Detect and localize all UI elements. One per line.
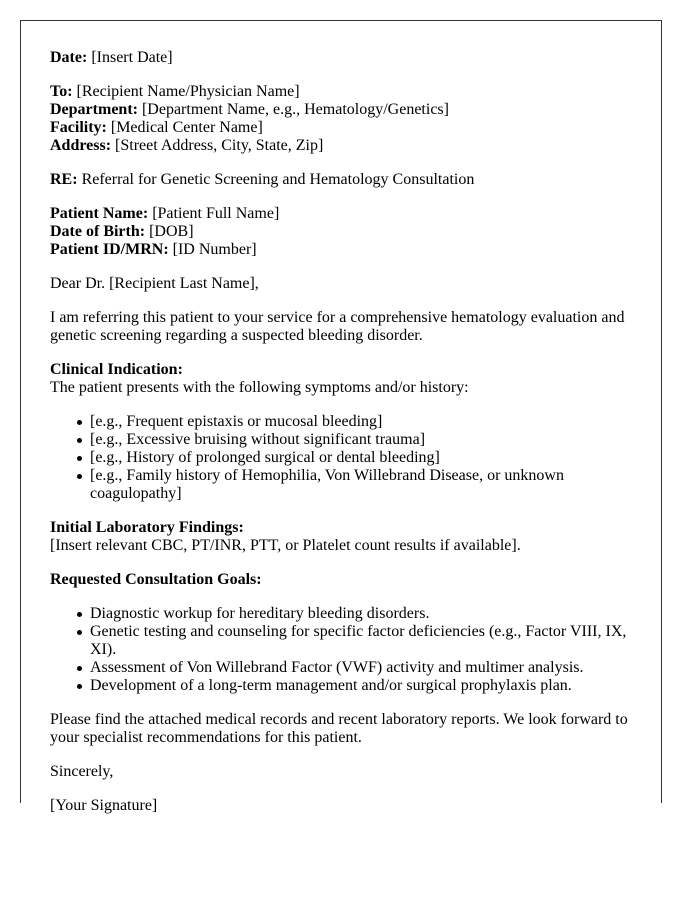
list-item: [e.g., History of prolonged surgical or dental bleeding] xyxy=(90,449,633,467)
facility-value: [Medical Center Name] xyxy=(110,119,263,136)
address-value: [Street Address, City, State, Zip] xyxy=(115,137,324,154)
patient-name-label: Patient Name: xyxy=(50,205,149,222)
department-value: [Department Name, e.g., Hematology/Genetics] xyxy=(141,101,449,118)
patient-id-value: [ID Number] xyxy=(172,241,257,258)
consultation-goals-section xyxy=(50,571,633,589)
intro-paragraph: I am referring this patient to your service for a comprehensive hematology evaluation and genetic screening regarding a suspected bleeding disorder. xyxy=(50,309,625,344)
patient-dob-value: [DOB] xyxy=(149,223,194,240)
lab-findings-text: [Insert relevant CBC, PT/INR, PTT, or Platelet count results if available]. xyxy=(50,537,521,554)
re-label: RE: xyxy=(50,171,78,188)
referral-letter-page xyxy=(20,20,662,814)
date-value: [Insert Date] xyxy=(91,49,173,66)
signature-placeholder: [Your Signature] xyxy=(50,797,158,814)
sign-off: Sincerely, xyxy=(50,763,114,780)
patient-block xyxy=(50,205,633,259)
patient-dob-line xyxy=(50,223,633,241)
to-label: To: xyxy=(50,83,73,100)
patient-id-line xyxy=(50,241,633,259)
patient-id-label: Patient ID/MRN: xyxy=(50,241,169,258)
list-item: Assessment of Von Willebrand Factor (VWF) activity and multimer analysis. xyxy=(90,659,633,677)
date-line xyxy=(50,49,633,67)
closing-paragraph: Please find the attached medical records and recent laboratory reports. We look forward to your specialist recommendations for this patient. xyxy=(50,711,628,746)
re-value: Referral for Genetic Screening and Hematology Consultation xyxy=(81,171,475,188)
list-item: Genetic testing and counseling for specific factor deficiencies (e.g., Factor VIII, IX, XI). xyxy=(90,623,633,659)
clinical-indication-section xyxy=(50,361,633,397)
lab-findings-section xyxy=(50,519,633,555)
consultation-goals-title: Requested Consultation Goals: xyxy=(50,571,262,588)
patient-name-line xyxy=(50,205,633,223)
recipient-department-line xyxy=(50,101,633,119)
lab-findings-title: Initial Laboratory Findings: xyxy=(50,519,244,536)
salutation: Dear Dr. [Recipient Last Name], xyxy=(50,275,259,292)
recipient-to-line xyxy=(50,83,633,101)
clinical-indication-list xyxy=(50,413,633,503)
list-item: Development of a long-term management and/or surgical prophylaxis plan. xyxy=(90,677,633,695)
recipient-address-line xyxy=(50,137,633,155)
address-label: Address: xyxy=(50,137,112,154)
list-item: Diagnostic workup for hereditary bleeding disorders. xyxy=(90,605,633,623)
list-item: [e.g., Family history of Hemophilia, Von Willebrand Disease, or unknown coagulopathy] xyxy=(90,467,633,503)
letter-body xyxy=(21,21,661,815)
list-item: [e.g., Excessive bruising without significant trauma] xyxy=(90,431,633,449)
clinical-indication-title: Clinical Indication: xyxy=(50,361,183,378)
patient-dob-label: Date of Birth: xyxy=(50,223,146,240)
date-label: Date: xyxy=(50,49,88,66)
patient-name-value: [Patient Full Name] xyxy=(152,205,280,222)
consultation-goals-list xyxy=(50,605,633,695)
re-line xyxy=(50,171,633,189)
recipient-block xyxy=(50,83,633,155)
clinical-indication-text: The patient presents with the following symptoms and/or history: xyxy=(50,379,469,396)
facility-label: Facility: xyxy=(50,119,107,136)
recipient-facility-line xyxy=(50,119,633,137)
to-value: [Recipient Name/Physician Name] xyxy=(76,83,300,100)
list-item: [e.g., Frequent epistaxis or mucosal bleeding] xyxy=(90,413,633,431)
department-label: Department: xyxy=(50,101,138,118)
